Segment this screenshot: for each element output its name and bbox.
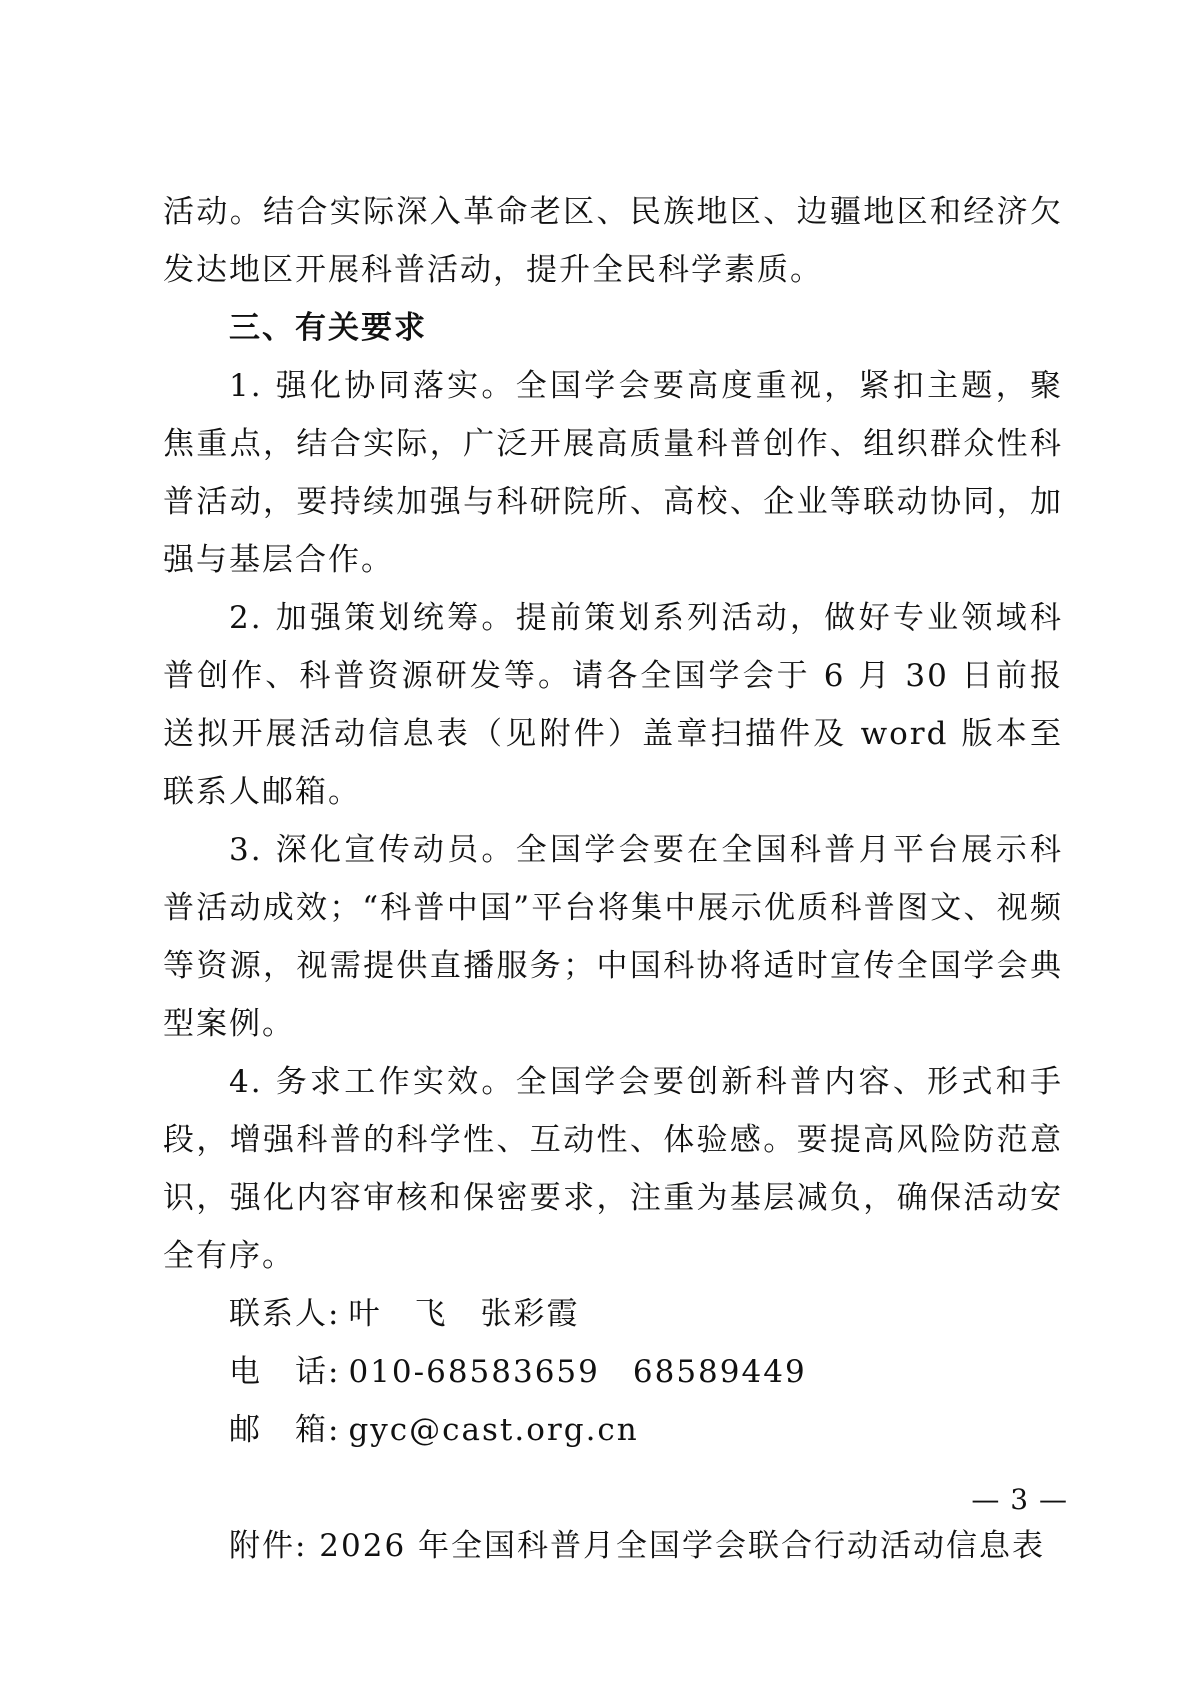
attachment-line: 附件: 2026 年全国科普月全国学会联合行动活动信息表	[229, 1528, 1046, 1564]
paragraph-requirement-3: 3. 深化宣传动员。全国学会要在全国科普月平台展示科普活动成效；“科普中国”平台将集中展示优质科普图文、视频等资源，视需提供直播服务；中国科协将适时宣传全国学会典型案例。	[163, 832, 1063, 1042]
section-heading: 三、有关要求	[229, 310, 427, 346]
contact-phone-label: 电 话:	[229, 1354, 341, 1390]
paragraph-requirement-1: 1. 强化协同落实。全国学会要高度重视，紧扣主题，聚焦重点，结合实际，广泛开展高质量科普创作、组织群众性科普活动，要持续加强与科研院所、高校、企业等联动协同，加强与基层合作。	[163, 368, 1063, 578]
paragraph-requirement-2: 2. 加强策划统筹。提前策划系列活动，做好专业领域科普创作、科普资源研发等。请各全国学会于 6 月 30 日前报送拟开展活动信息表（见附件）盖章扫描件及 word 版本至联系人邮箱。	[163, 600, 1063, 810]
contact-person-value: 叶 飞 张彩霞	[348, 1296, 580, 1332]
paragraph-requirement-4: 4. 务求工作实效。全国学会要创新科普内容、形式和手段，增强科普的科学性、互动性、体验感。要提高风险防范意识，强化内容审核和保密要求，注重为基层减负，确保活动安全有序。	[163, 1064, 1063, 1274]
contact-email-value: gyc@cast.org.cn	[348, 1412, 639, 1448]
page-number: — 3 —	[971, 1483, 1068, 1516]
paragraph-continuation: 活动。结合实际深入革命老区、民族地区、边疆地区和经济欠发达地区开展科普活动，提升全民科学素质。	[163, 194, 1063, 288]
contact-person	[163, 1285, 1063, 1343]
contact-person-label: 联系人:	[229, 1296, 341, 1332]
contact-email-label: 邮 箱:	[229, 1412, 341, 1448]
contact-phone-value: 010-68583659 68589449	[348, 1354, 807, 1390]
document-body	[163, 183, 1063, 1575]
blank-line	[163, 1459, 1063, 1517]
contact-email	[163, 1401, 1063, 1459]
contact-phone	[163, 1343, 1063, 1401]
